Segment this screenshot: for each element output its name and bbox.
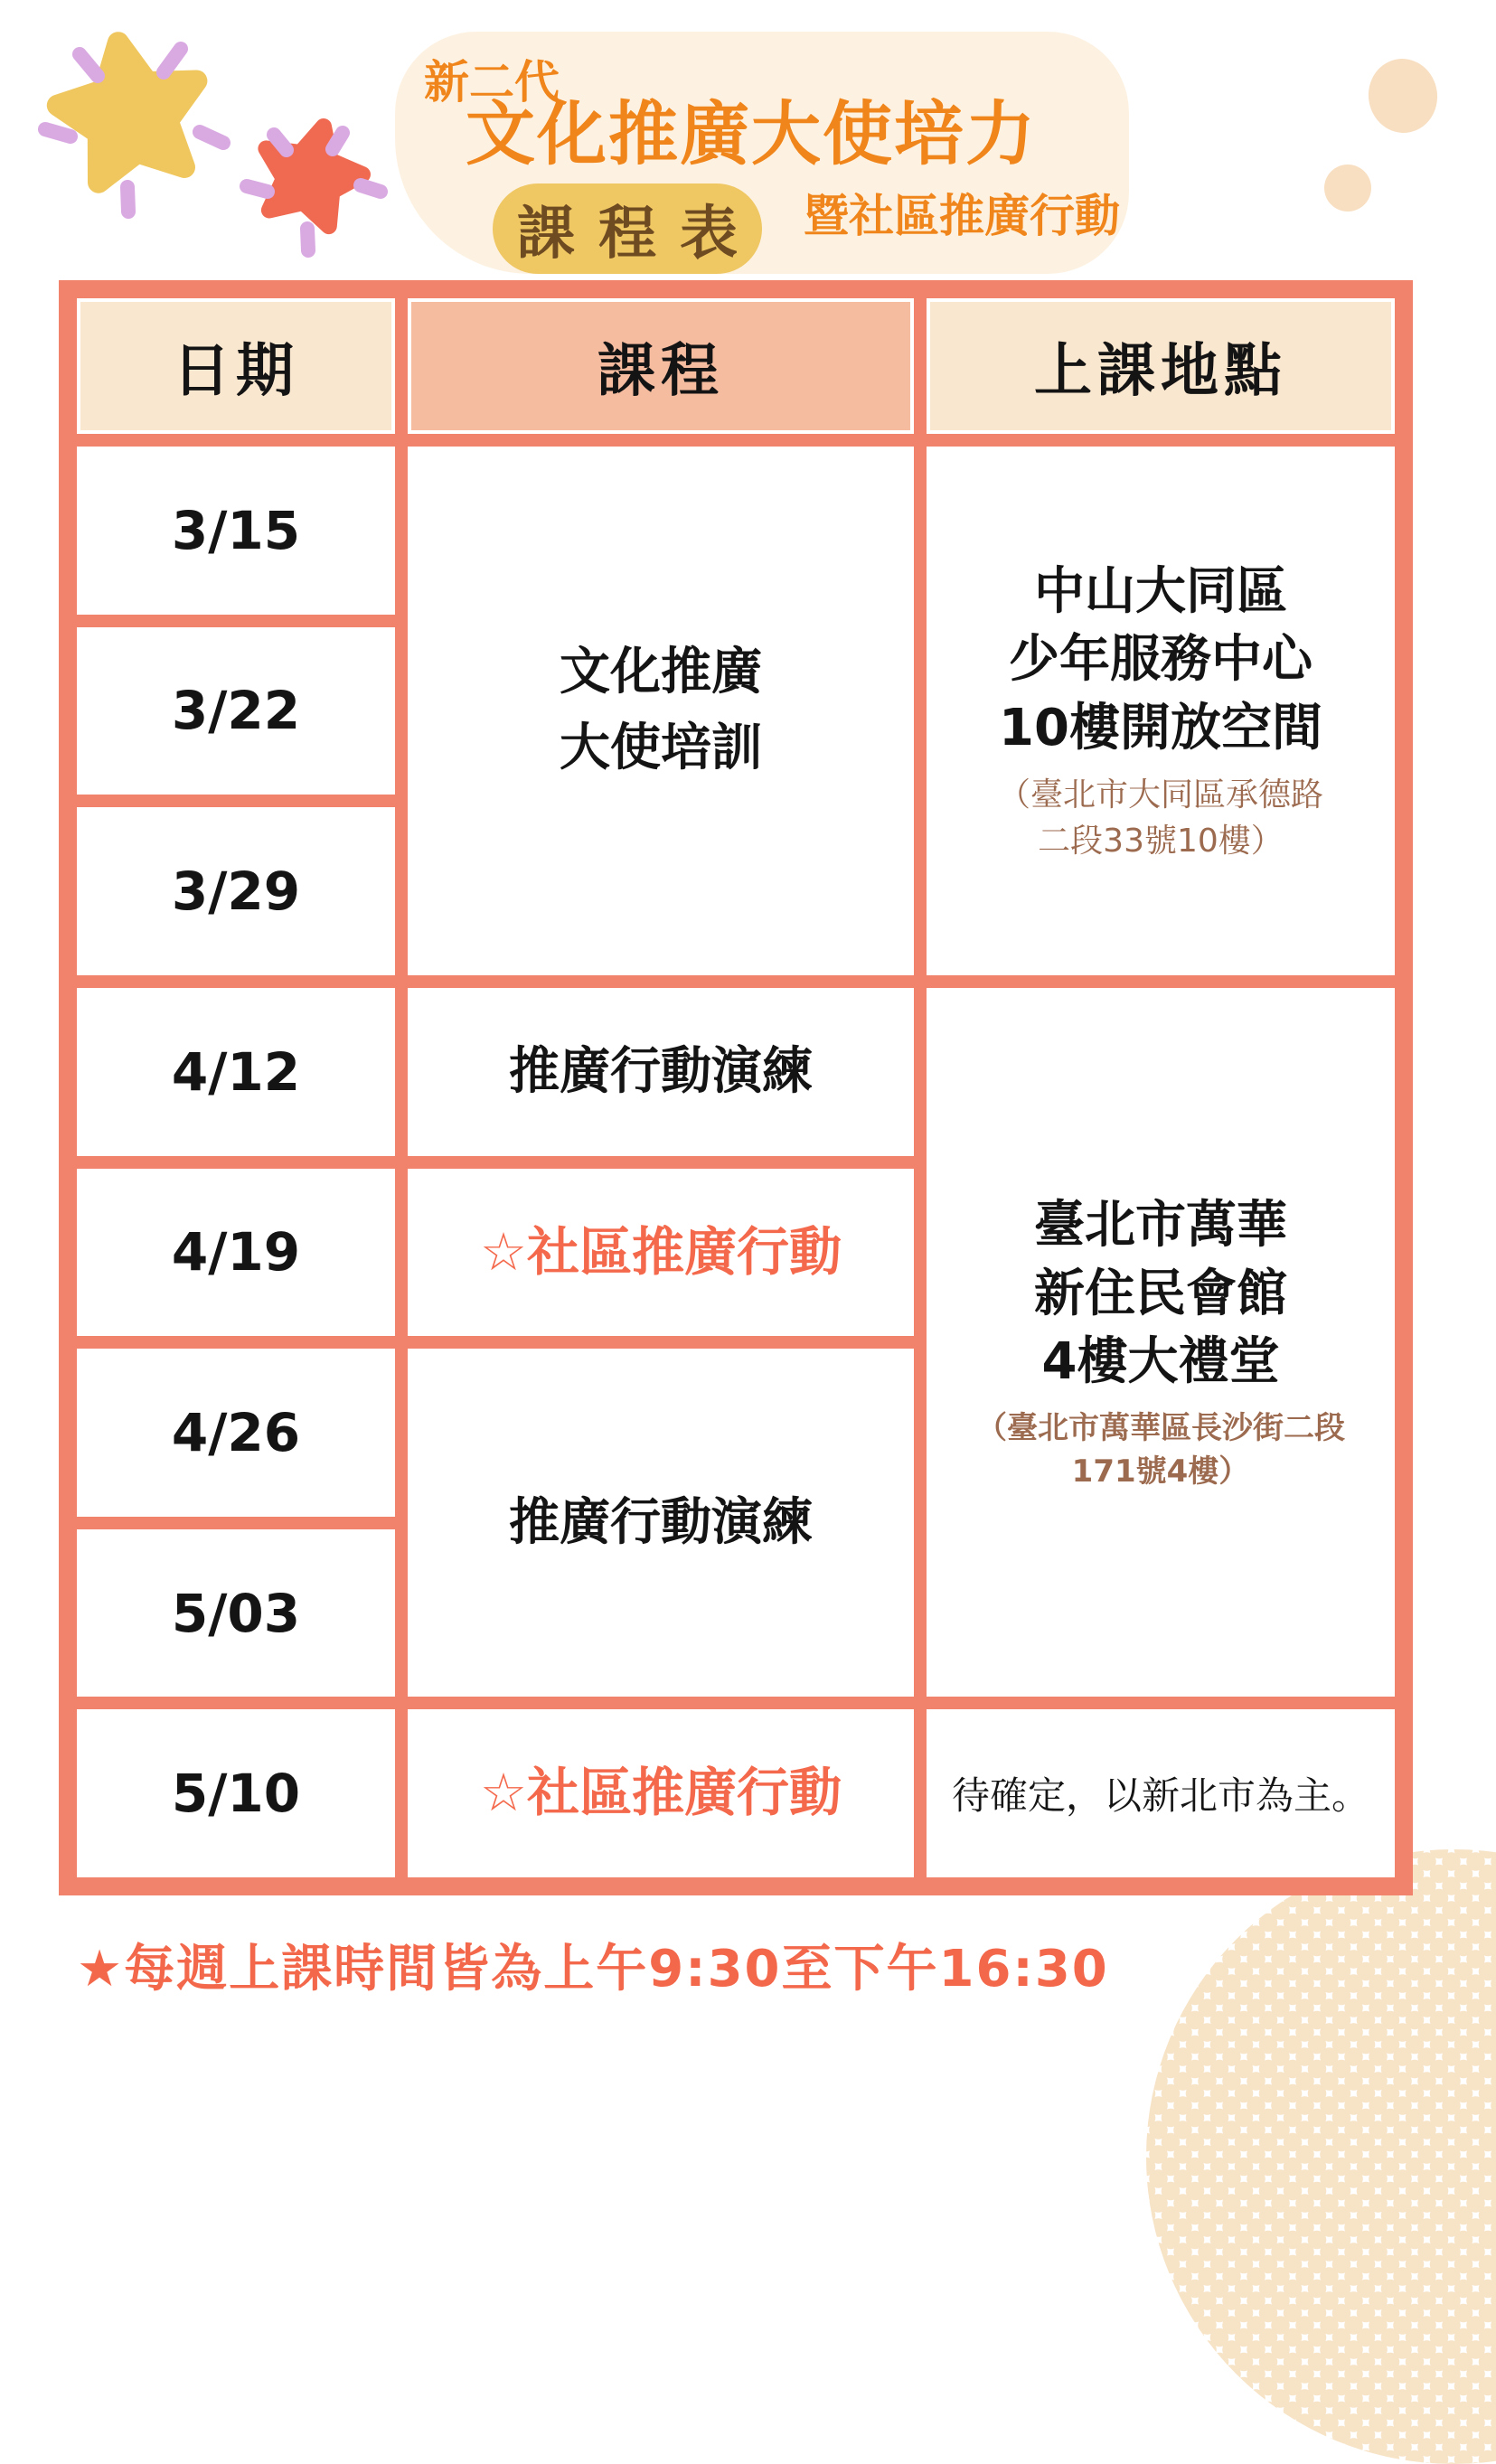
column-header-date: 日期 <box>77 298 395 434</box>
course-cell-drill: 推廣行動演練 <box>408 1349 914 1697</box>
footer-note: ★每週上課時間皆為上午9:30至下午16:30 <box>77 1940 1109 1998</box>
location-line: 4樓大禮堂 <box>1041 1332 1280 1392</box>
column-header-course: 課程 <box>408 298 914 434</box>
schedule-table <box>59 280 1413 1895</box>
course-cell-community-action: ☆社區推廣行動 <box>408 1169 914 1337</box>
course-cell-drill: 推廣行動演練 <box>408 988 914 1156</box>
circle-blobs-decoration <box>1302 45 1464 226</box>
date-cell: 3/22 <box>77 627 395 795</box>
date-cell: 5/03 <box>77 1529 395 1698</box>
location-line: 新住民會館 <box>1034 1264 1287 1323</box>
page-title: 文化推廣大使培力 <box>466 95 1037 175</box>
location-line: 中山大同區 <box>1034 561 1287 621</box>
location-cell-first <box>927 447 1395 975</box>
kicker: 新二代 <box>424 56 560 108</box>
address-line: 二段33號10樓） <box>1038 822 1284 860</box>
location-cell-second <box>927 988 1395 1698</box>
location-line: 10樓開放空間 <box>999 698 1322 757</box>
schedule-badge: 課程表 <box>493 183 762 274</box>
location-second-name <box>1034 1191 1287 1397</box>
location-first-name <box>999 558 1322 763</box>
date-cell: 3/29 <box>77 807 395 975</box>
date-cell: 4/26 <box>77 1349 395 1517</box>
date-cell: 3/15 <box>77 447 395 615</box>
location-cell-pending: 待確定，以新北市為主。 <box>927 1709 1395 1877</box>
location-line: 臺北市萬華 <box>1034 1196 1287 1256</box>
stars-decoration <box>0 0 416 271</box>
small-blob-icon <box>1324 165 1371 212</box>
date-cell: 4/12 <box>77 988 395 1156</box>
course-cell-training <box>408 447 914 975</box>
course-training-line2: 大使培訓 <box>560 719 762 778</box>
location-line: 少年服務中心 <box>1009 630 1313 690</box>
address-line: （臺北市萬華區長沙街二段 <box>976 1409 1345 1446</box>
big-blob-icon <box>1364 54 1443 137</box>
course-training-line1: 文化推廣 <box>560 643 762 702</box>
date-cell: 5/10 <box>77 1709 395 1877</box>
dotted-circle-decoration <box>1146 1849 1496 2464</box>
address-line: （臺北市大同區承德路 <box>997 776 1323 814</box>
course-cell-community-action: ☆社區推廣行動 <box>408 1709 914 1877</box>
address-line: 171號4樓） <box>1071 1453 1250 1490</box>
location-second-address <box>976 1407 1345 1493</box>
column-header-location: 上課地點 <box>927 298 1395 434</box>
date-cell: 4/19 <box>77 1169 395 1337</box>
subtitle: 暨社區推廣行動 <box>804 190 1120 242</box>
location-first-address <box>998 773 1323 864</box>
